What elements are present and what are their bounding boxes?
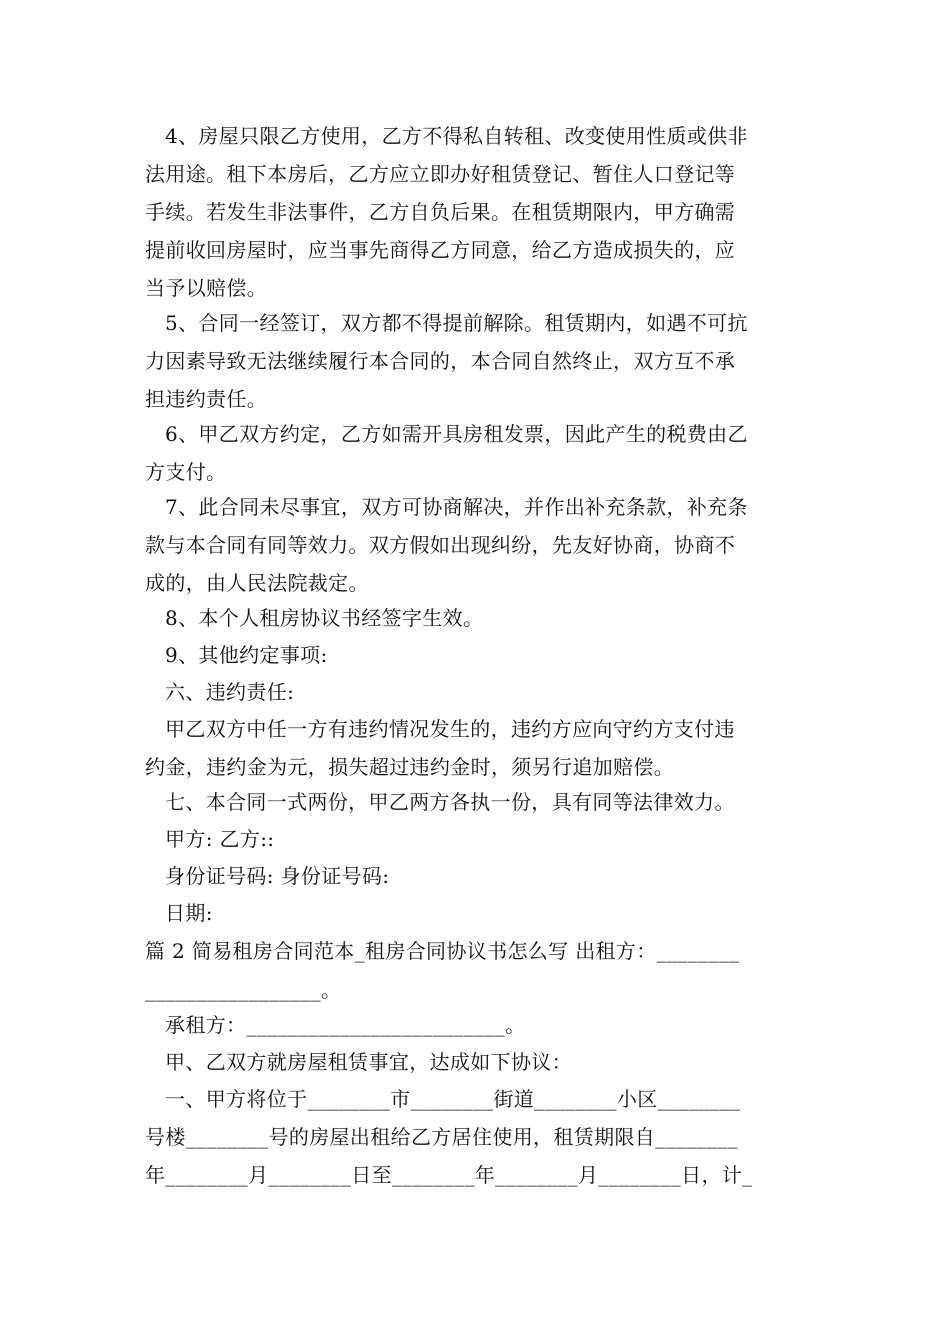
text-line: 当予以赔偿。 (145, 276, 268, 300)
text-line: 5、合同一经签订，双方都不得提前解除。租赁期内，如遇不可抗 (165, 311, 748, 335)
text-line: 甲乙双方中任一方有违约情况发生的，违约方应向守约方支付违 (165, 717, 735, 741)
signature-parties: 甲方: 乙方:: (165, 827, 275, 851)
id-number-fields: 身份证号码: 身份证号码: (165, 864, 390, 888)
text-line: 方支付。 (145, 460, 227, 484)
text-line: 6、甲乙双方约定，乙方如需开具房租发票，因此产生的税费由乙 (165, 422, 748, 446)
text-line: 提前收回房屋时，应当事先商得乙方同意，给乙方造成损失的，应 (145, 238, 736, 262)
text-line: 一、甲方将位于________市________街道________小区________ (165, 1087, 741, 1111)
text-line: _________________。 (145, 978, 342, 1002)
text-line: 力因素导致无法继续履行本合同的，本合同自然终止，双方互不承 (145, 349, 736, 373)
tenant-field: 承租方：_________________________。 (165, 1013, 526, 1037)
text-line: 8、本个人租房协议书经签字生效。 (165, 606, 484, 630)
date-field: 日期: (165, 901, 213, 925)
text-line: 担违约责任。 (145, 387, 268, 411)
article-title: 篇 2 简易租房合同范本_租房合同协议书怎么写 出租方：________ (145, 939, 740, 963)
text-line: 约金，违约金为元，损失超过违约金时，须另行追加赔偿。 (145, 755, 675, 779)
text-line: 7、此合同未尽事宜，双方可协商解决，并作出补充条款，补充条 (165, 495, 748, 519)
text-line: 款与本合同有同等效力。双方假如出现纠纷，先友好协商，协商不 (145, 533, 736, 557)
text-line: 甲、乙双方就房屋租赁事宜，达成如下协议： (165, 1050, 572, 1074)
text-line: 9、其他约定事项: (165, 643, 328, 667)
text-line: 4、房屋只限乙方使用，乙方不得私自转租、改变使用性质或供非 (165, 124, 748, 148)
text-line: 年________月________日至________年________月________日，计_ (145, 1163, 753, 1187)
text-line: 成的，由人民法院裁定。 (145, 571, 369, 595)
text-line: 手续。若发生非法事件，乙方自负后果。在租赁期限内，甲方确需 (145, 200, 736, 224)
section-heading: 七、本合同一式两份，甲乙两方各执一份，具有同等法律效力。 (165, 790, 735, 814)
text-line: 号楼________号的房屋出租给乙方居住使用，租赁期限自________ (145, 1125, 738, 1149)
section-heading: 六、违约责任: (165, 680, 295, 704)
text-line: 法用途。租下本房后，乙方应立即办好租赁登记、暂住人口登记等 (145, 162, 736, 186)
